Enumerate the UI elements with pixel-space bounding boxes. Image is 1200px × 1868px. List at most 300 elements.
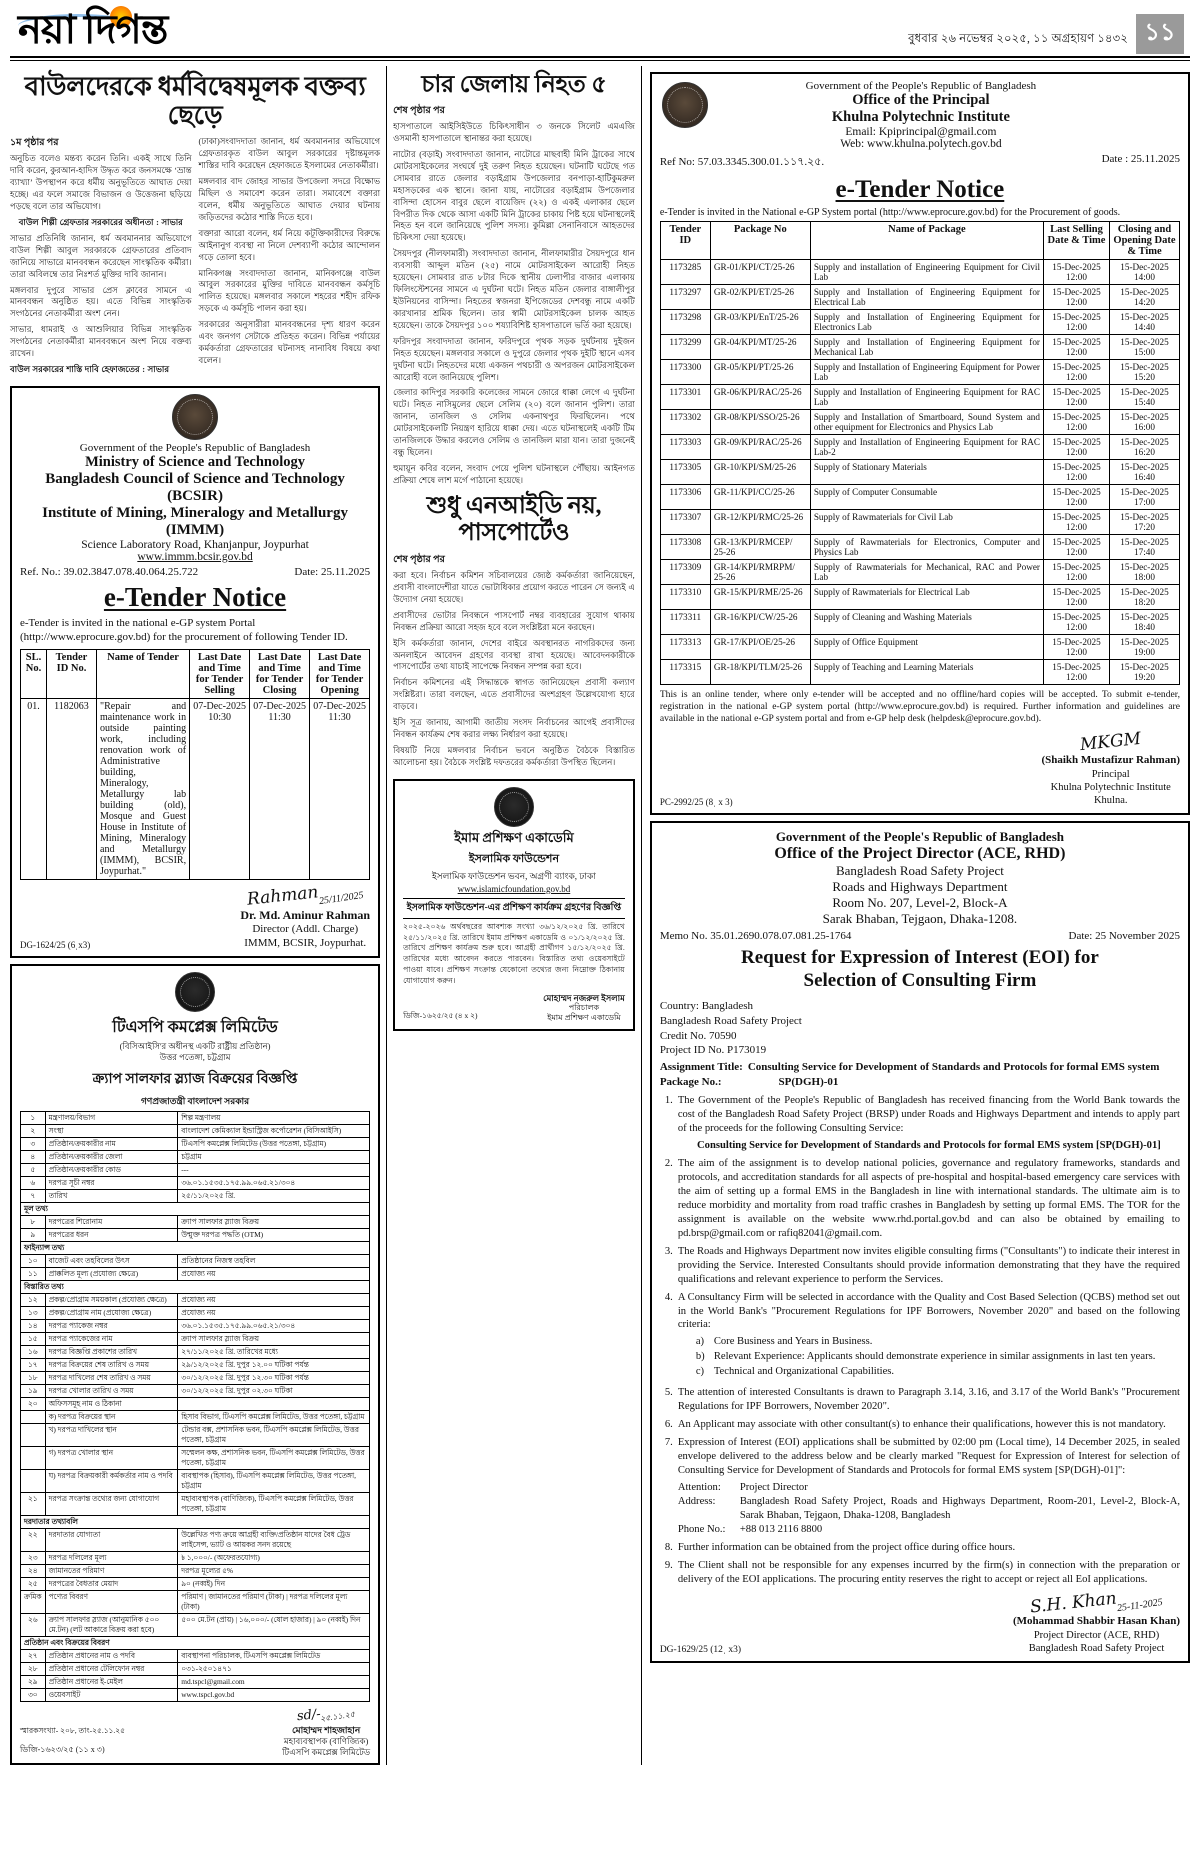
cell-label: দরপত্রের বৈধতার মেয়াদ bbox=[45, 1577, 178, 1590]
cell-value[interactable]: www.tspcl.gov.bd bbox=[178, 1688, 370, 1701]
cell-closing: 15-Dec-2025 14:20 bbox=[1110, 284, 1180, 309]
eoi-address: Sarak Bhaban, Tejgaon, Dhaka-1208. bbox=[822, 911, 1018, 927]
clause-number: 7. bbox=[664, 1437, 673, 1449]
goods-col-qty: পরিমাণ bbox=[181, 1591, 204, 1601]
cell-value: টেন্ডার বক্স, প্রশাসনিক ভবন, টিএসপি কমপ্লেক্স লিমিটেড, উত্তর পতেঙ্গা, চট্টগ্রাম bbox=[178, 1424, 370, 1447]
section-title: দরদাতার তথ্যাবলি bbox=[21, 1515, 370, 1528]
goods-col-security: জামানতের পরিমাণ (টাকা) bbox=[208, 1591, 285, 1601]
cell-no: ১৬ bbox=[21, 1346, 46, 1359]
cell-label: প্রতিষ্ঠান প্রধানের ই-মেইল bbox=[45, 1675, 178, 1688]
sub-headline: বাউল শিল্পী গ্রেফতার সরকারের অধীনতা : সাভার bbox=[18, 217, 183, 227]
cell-no: ২৫ bbox=[21, 1577, 46, 1590]
cell-closing: 15-Dec-2025 16:00 bbox=[1110, 409, 1180, 434]
eoi-assignment-value: Consulting Service for Development of Standards and Protocols for formal EMS system bbox=[747, 1061, 1160, 1074]
table-row bbox=[21, 1346, 370, 1359]
immm-signature-block bbox=[240, 881, 371, 951]
cell-label: দরপত্র খোলার তারিখ ও সময় bbox=[45, 1385, 178, 1398]
cell-label: দরপত্রের ধরন bbox=[45, 1229, 178, 1242]
cell-tender-id: 1173302 bbox=[660, 409, 710, 434]
khulna-website[interactable]: Web: www.khulna.polytech.gov.bd bbox=[840, 137, 1002, 150]
col-name: Name of Tender bbox=[97, 649, 190, 698]
cell-package-no: GR-04/KPI/MT/25-26 bbox=[710, 334, 810, 359]
col-package-name: Name of Package bbox=[810, 221, 1043, 259]
khulna-date: Date : 25.11.2025 bbox=[1101, 152, 1180, 165]
cell-label: দরপত্র প্যাকেজ নম্বর bbox=[45, 1320, 178, 1333]
khulna-signer-org2: Khulna. bbox=[1093, 795, 1128, 807]
paragraph: অনুচিত বলেও মন্তব্য করেন তিনি। একই সাথে তিনি দাবি করেন, কুরআন-হাদিস উদ্ধৃত করে জনসমক্ষে ‘ভ্রান্ত ব্যাখ্যা’ উপস্থাপন করে ধর্মীয় অনুভূতিতে আঘাত দেয়া হচ্ছে। এর ফলে সমাজে বিভাজন ও উত্তেজনা ছড়িয়ে পড়ছে বলে তার অভিযোগ। bbox=[10, 154, 192, 211]
story-mid2-col-1 bbox=[393, 570, 635, 773]
cell-package-no: GR-01/KPI/CT/25-26 bbox=[710, 259, 810, 284]
cell-closing: 15-Dec-2025 16:40 bbox=[1110, 459, 1180, 484]
page-number-badge: ১১ bbox=[1136, 14, 1184, 54]
eoi-signer-org: Bangladesh Road Safety Project bbox=[1028, 1643, 1165, 1655]
cell-no: ৯ bbox=[21, 1229, 46, 1242]
eoi-package-label: Package No.: bbox=[659, 1076, 722, 1089]
immm-signer-title: Director (Addl. Charge) bbox=[252, 922, 359, 935]
cell-value: হিসাব বিভাগ, টিএসপি কমপ্লেক্স লিমিটেড, উত্তর পতেঙ্গা, চট্টগ্রাম bbox=[178, 1411, 370, 1424]
cell-package-no: GR-10/KPI/SM/25-26 bbox=[710, 459, 810, 484]
cell-selling: 15-Dec-2025 12:00 bbox=[1044, 309, 1110, 334]
cell-value: প্রযোজ্য নয় bbox=[178, 1268, 370, 1281]
contact-label: Phone No.: bbox=[677, 1524, 726, 1536]
cell-no: ২১ bbox=[21, 1492, 46, 1515]
cell-closing: 15-Dec-2025 17:00 bbox=[1110, 484, 1180, 509]
cell-value: টিএসপি কমপ্লেক্স লিমিটেড (উত্তর পতেঙ্গা, চট্টগ্রাম) bbox=[178, 1138, 370, 1151]
clause-text: Further information can be obtained from the project office during office hours. bbox=[677, 1542, 1016, 1554]
eoi-dept: Roads and Highways Department bbox=[832, 879, 1008, 895]
immm-signer-org: IMMM, BCSIR, Joypurhat. bbox=[244, 936, 367, 949]
cell-selling: 15-Dec-2025 12:00 bbox=[1044, 584, 1110, 609]
cell-package-name: Supply of Rawmaterials for Electrical Lab bbox=[810, 584, 1043, 609]
cell-label: দরপত্র প্যাকেজের নাম bbox=[45, 1333, 178, 1346]
cell-no: ২৪ bbox=[21, 1564, 46, 1577]
clause-body bbox=[678, 1436, 1180, 1537]
signature-mark: Rahman bbox=[246, 881, 320, 910]
table-row bbox=[660, 509, 1179, 534]
eoi-credit-value: 70590 bbox=[709, 1029, 737, 1042]
cell-closing: 15-Dec-2025 15:20 bbox=[1110, 359, 1180, 384]
cell-package-no: GR-05/KPI/PT/25-26 bbox=[710, 359, 810, 384]
cell-closing: 15-Dec-2025 19:00 bbox=[1110, 634, 1180, 659]
clause-number: 8. bbox=[664, 1542, 673, 1554]
tsp-signer-org: টিএসপি কমপ্লেক্স লিমিটেড bbox=[282, 1746, 371, 1757]
cell-value: ৩৬.০১.১৫৩৫.১৭৫.৯৯.০৬৫.২১/৩০৪ bbox=[178, 1320, 370, 1333]
cell-label: দরদাতার যোগ্যতা bbox=[45, 1528, 178, 1551]
cell-package-no: GR-06/KPI/RAC/25-26 bbox=[710, 384, 810, 409]
table-row bbox=[21, 1359, 370, 1372]
cell-value: প্রতিষ্ঠানের নিজস্ব তহবিল bbox=[178, 1255, 370, 1268]
goods-col-price: দরপত্র দলিলের মূল্য (টাকা) bbox=[181, 1591, 348, 1611]
cell-selling: 07-Dec-2025 10:30 bbox=[190, 698, 250, 879]
cell-no: ৪ bbox=[21, 1151, 46, 1164]
section-title: ফাইন্যান্স তথ্য bbox=[21, 1242, 370, 1255]
paragraph: হুমায়ূন কবির বলেন, সংবাদ পেয়ে পুলিশ ঘটনাস্থলে পৌঁছায়। আইনগত প্রক্রিয়া শেষে লাশ মর্গে পাঠানো হয়েছে। bbox=[393, 463, 635, 485]
eoi-criteria-list bbox=[696, 1335, 1180, 1379]
immm-tender-advertisement bbox=[10, 386, 380, 958]
cell-security: ১৬,০০০/- (ষোল হাজার) bbox=[238, 1614, 312, 1624]
cell-no: ২৯ bbox=[21, 1675, 46, 1688]
if-body-text: ২০২৫-২০২৬ অর্থবছরের আবশ্যক সংখ্যা ৩৬/১২/২০২৫ খ্রি. তারিখে ২৫/১১/২০২৫ খ্রি. তারিখে ইমাম প্রশিক্ষণ একাডেমি ও ০১/১২/২০২৫ খ্রি. তারিখে প্রশিক্ষণ কার্যক্রম শুরু হবে। আগ্রহী প্রার্থীগণ ১৫/১২/২০২৫ খ্রি. তারিখের মধ্যে আবেদন করতে পারবেন। বিস্তারিত তথ্য ওয়েবসাইটে পাওয়া যাবে। প্রশিক্ষণ সংক্রান্ত যেকোনো তথ্যের জন্য নিম্নোক্ত ঠিকানায় যোগাযোগ করুন। bbox=[403, 921, 625, 985]
cell-no: ৭ bbox=[21, 1190, 46, 1203]
cell-qty: ৫০০ মে.টন (প্রায়) bbox=[181, 1614, 234, 1624]
cell-selling: 15-Dec-2025 12:00 bbox=[1044, 559, 1110, 584]
table-row bbox=[21, 1372, 370, 1385]
cell-no: ১৫ bbox=[21, 1333, 46, 1346]
paragraph: জেলার কাদিপুর সরকারি কলেজের সামনে জোরে ধাক্কা লেগে এ দুর্ঘটনা ঘটে। নিহত নাসিমুলের ছেলে সেলিম (২০) বলে জানান পুলিশ। তারা জানান, তানজিল ও সেলিম একনাথপুর ফিরছিলেন। পথে মোটরসাইকেলটি নিয়ন্ত্রণ হারিয়ে ধাক্কা দেয়। এতে ঘটনাস্থলেই একটি টিম তানজিলকে উদ্ধার করলেও সেলিম ও তানজিল মারা যান। তারা দুজনেই বন্ধু ছিলেন। bbox=[393, 388, 635, 458]
signature-mark: sd/- bbox=[295, 1706, 322, 1724]
table-row bbox=[660, 659, 1179, 684]
cell-label: জামানতের পরিমাণ bbox=[45, 1564, 178, 1577]
eoi-title-line-1: Request for Expression of Interest (EOI) for bbox=[741, 947, 1099, 969]
if-ad-code: ডিজি-১৬২৫/২৫ (৪ x ২) bbox=[403, 1011, 478, 1021]
cell-value: প্রযোজ্য নয় bbox=[178, 1294, 370, 1307]
cell-label: দরপত্র দাখিলের শেষ তারিখ ও সময় bbox=[45, 1372, 178, 1385]
tsp-emblem-icon bbox=[175, 972, 215, 1012]
eoi-clause bbox=[660, 1418, 1180, 1432]
criteria-item bbox=[696, 1365, 1180, 1379]
cell-no: ১৯ bbox=[21, 1385, 46, 1398]
cell-package-name: Supply and Installation of Engineering Equipment for Mechanical Lab bbox=[810, 334, 1043, 359]
criteria-letter: b) bbox=[695, 1351, 705, 1363]
cell-value: ০৩১-২৫০১৪৭১ bbox=[178, 1662, 370, 1675]
cell-label: দরপত্র বিক্রয়ের শেষ তারিখ ও সময় bbox=[45, 1359, 178, 1372]
eoi-credit-label: Credit No. bbox=[659, 1029, 707, 1042]
cell-label: দরপত্র দলিলের মূল্য bbox=[45, 1551, 178, 1564]
immm-notice-title: e-Tender Notice bbox=[103, 581, 287, 612]
section-row bbox=[21, 1636, 370, 1649]
clause-text: Expression of Interest (EOI) applications shall be submitted by 02:00 pm (Local time), 14 December 2025, in sealed envelope delivered to the address below and be clearly marked "Request for Expression of Interest for selection of Consulting Service for Development of Standards and Protocols for formal EMS system [SP(DGH)-01]": bbox=[677, 1437, 1180, 1477]
masthead-divider bbox=[10, 56, 1190, 58]
tsp-ad-code: ডিজি-১৬২৩/২৫ (১১ x ৩) bbox=[20, 1745, 105, 1755]
table-row bbox=[21, 1177, 370, 1190]
cell-label: প্রতিষ্ঠান প্রধানের নাম ও পদবি bbox=[45, 1649, 178, 1662]
clause-text: The attention of interested Consultants is drawn to Paragraph 3.14, 3.16, and 3.17 of the World Bank's "Procurement Regulations for IPF Borrowers, November 2020". bbox=[677, 1387, 1180, 1413]
cell-package-name: Supply of Cleaning and Washing Materials bbox=[810, 609, 1043, 634]
immm-ad-code: DG-1624/25 (6ˌx3) bbox=[20, 940, 91, 951]
cell-package-no: GR-09/KPI/RAC/25-26 bbox=[710, 434, 810, 459]
if-signature-block bbox=[543, 993, 625, 1024]
cell-value: দরপত্র মূল্যের ৫% bbox=[178, 1564, 370, 1577]
cell-tender-id: 1173307 bbox=[660, 509, 710, 534]
khulna-ref-no: Ref No: 57.03.3345.300.01.১১৭.২৫. bbox=[659, 155, 825, 168]
tsp-signer-name: মোহাম্মদ শাহজাহান bbox=[291, 1724, 361, 1735]
tsp-signer-title: মহাব্যবস্থাপক (বাণিজ্যিক) bbox=[283, 1736, 369, 1747]
paragraph: মঙ্গলবার দুপুরে সাভার প্রেস ক্লাবের সামনে এ মানববন্ধন অনুষ্ঠিত হয়। এতে বিভিন্ন সাংস্কৃতিক সংগঠনের নেতাকর্মীরা অংশ নেন। bbox=[10, 285, 192, 319]
immm-signer-name: Dr. Md. Aminur Rahman bbox=[240, 907, 371, 922]
khulna-table-body bbox=[660, 259, 1179, 684]
if-address: ইসলামিক ফাউন্ডেশন ভবন, অগ্রণী ব্যাংক, ঢাকা bbox=[431, 870, 596, 881]
clause-number: 2. bbox=[664, 1157, 673, 1169]
criteria-letter: a) bbox=[695, 1336, 705, 1348]
section-title: মূল তথ্য bbox=[21, 1203, 370, 1216]
khulna-ref-row bbox=[660, 153, 1180, 172]
cell-rest: ৫০০ মে.টন (প্রায়) | ১৬,০০০/- (ষোল হাজার) | ৯০ (নব্বই) দিন bbox=[178, 1613, 370, 1636]
immm-address: Science Laboratory Road, Khanjanpur, Joypurhat bbox=[81, 538, 309, 551]
cell-package-no: GR-14/KPI/RMRPM/ 25-26 bbox=[710, 559, 810, 584]
table-row bbox=[21, 1398, 370, 1411]
cell-package-no: GR-17/KPI/OE/25-26 bbox=[710, 634, 810, 659]
cell-price: ৯০ (নব্বই) দিন bbox=[316, 1614, 361, 1624]
cell-value: ৩০/১২/২০২৫ খ্রি. দুপুর ১২.৩০ ঘটিকা পর্যন্ত bbox=[178, 1372, 370, 1385]
table-row bbox=[21, 1675, 370, 1688]
cell-name: "Repair and maintenance work in outside painting work, including renovation work of Administrative building, Mineralogy, Metallurgy lab building (old), Mosque and Guest House in Institute of Mining, Mineralogy and Metallurgy (IMMM), BCSIR, Joypurhat." bbox=[97, 698, 190, 879]
cell-closing: 15-Dec-2025 18:40 bbox=[1110, 609, 1180, 634]
cell-value: উল্লেখিত পণ্য ক্রয়ে আগ্রহী ব্যক্তি/প্রতিষ্ঠান যাদের বৈধ ট্রেড লাইসেন্স, ভ্যাট ও আয়কর সনদ রয়েছে bbox=[178, 1528, 370, 1551]
eoi-country-value: Bangladesh bbox=[701, 999, 754, 1012]
cell-package-name: Supply of Rawmaterials for Electronics, Computer and Physics Lab bbox=[810, 534, 1043, 559]
if-signature-area bbox=[403, 993, 625, 1024]
cell-selling: 15-Dec-2025 12:00 bbox=[1044, 334, 1110, 359]
cell-no: ২৭ bbox=[21, 1649, 46, 1662]
cell-value: --- bbox=[178, 1164, 370, 1177]
masthead-divider-2 bbox=[10, 60, 1190, 61]
cell-no: ১ bbox=[21, 1112, 46, 1125]
cell-value: মহাব্যবস্থাপক (বাণিজ্যিক), টিএসপি কমপ্লেক্স লিমিটেড, উত্তর পতেঙ্গা, চট্টগ্রাম bbox=[178, 1492, 370, 1515]
tsp-footnote: স্মারকসংখ্যা- ২০৮, তাং-২৫.১১.২৫ bbox=[20, 1726, 126, 1736]
khulna-institute: Khulna Polytechnic Institute bbox=[831, 108, 1010, 125]
tsp-signature-block bbox=[282, 1708, 370, 1758]
contact-value: Bangladesh Road Safety Project, Roads and Highways Department, Room-201, Level-2, Block-A, Sarak Bhaban, Tejgaon, Dhaka-1208, Bangladesh bbox=[739, 1496, 1180, 1522]
clause-number: 5. bbox=[664, 1387, 673, 1399]
table-header-row bbox=[660, 221, 1179, 259]
eoi-clause-list bbox=[660, 1094, 1180, 1587]
cell-tender-id: 1173298 bbox=[660, 309, 710, 334]
col-closing: Last Date and Time for Tender Closing bbox=[250, 649, 310, 698]
cell-closing: 15-Dec-2025 16:20 bbox=[1110, 434, 1180, 459]
cell-value: প্রযোজ্য নয় bbox=[178, 1307, 370, 1320]
if-signer-title: পরিচালক bbox=[568, 1003, 600, 1013]
paragraph: বক্তারা আরো বলেন, ধর্ম নিয়ে কটূক্তিকারীদের বিরুদ্ধে আইনানুগ ব্যবস্থা না নিলে দেশব্যাপী কঠোর আন্দোলন গড়ে তোলা হবে। bbox=[198, 228, 381, 262]
clause-number: 6. bbox=[664, 1419, 673, 1431]
signature-date: 25-11-2025 bbox=[1116, 1596, 1164, 1615]
cell-package-no: GR-15/KPI/RME/25-26 bbox=[710, 584, 810, 609]
if-academy-name: ইমাম প্রশিক্ষণ একাডেমি bbox=[454, 829, 574, 845]
tsp-sub-1: (বিসিআইসি'র অধীনস্থ একটি রাষ্ট্রীয় প্রতিষ্ঠান) bbox=[119, 1041, 271, 1052]
section-row bbox=[21, 1203, 370, 1216]
if-signer-org: ইমাম প্রশিক্ষণ একাডেমি bbox=[547, 1013, 621, 1023]
cell-value: সম্মেলন কক্ষ, প্রশাসনিক ভবন, টিএসপি কমপ্লেক্স লিমিটেড, উত্তর পতেঙ্গা, চট্টগ্রাম bbox=[178, 1446, 370, 1469]
khulna-ad-code: PC-2992/25 (8ˌ x 3) bbox=[659, 797, 733, 808]
cell-tender-id: 1173309 bbox=[660, 559, 710, 584]
cell-label: প্রাক্কলিত মূল্য (প্রযোজ্য ক্ষেত্রে) bbox=[45, 1268, 178, 1281]
eoi-contact-attention bbox=[678, 1481, 1180, 1495]
khulna-signer-name: (Shaikh Mustafizur Rahman) bbox=[1041, 754, 1180, 767]
cell-label: দরপত্র বিজ্ঞপ্তি প্রকাশের তারিখ bbox=[45, 1346, 178, 1359]
tsp-company-name: টিএসপি কমপ্লেক্স লিমিটেড bbox=[112, 1019, 278, 1037]
logo-text: নয়া দিগন্ত bbox=[18, 7, 168, 52]
paragraph: ইসি সূত্র জানায়, আগামী জাতীয় সংসদ নির্বাচনের আগেই প্রবাসীদের নিবন্ধন কার্যক্রম শেষ করার লক্ষ্য নির্ধারণ করা হয়েছে। bbox=[393, 718, 635, 740]
section-row bbox=[21, 1281, 370, 1294]
eoi-contact-phone bbox=[678, 1523, 1180, 1537]
col-tender-id: Tender ID bbox=[660, 221, 710, 259]
cell-label: ক) দরপত্র বিক্রয়ের স্থান bbox=[45, 1411, 178, 1424]
table-row bbox=[660, 534, 1179, 559]
cell-tender-id: 1173311 bbox=[660, 609, 710, 634]
eoi-package-value: SP(DGH)-01 bbox=[778, 1076, 839, 1089]
newspaper-logo[interactable] bbox=[18, 7, 168, 52]
clause-highlight: Consulting Service for Development of Standards and Protocols for formal EMS system [SP(DGH)-01] bbox=[697, 1139, 1161, 1151]
cell-package-name: Supply and Installation of Engineering Equipment for Electronics Lab bbox=[810, 309, 1043, 334]
table-row bbox=[21, 1528, 370, 1551]
story-left-body bbox=[10, 136, 380, 380]
cell-closing: 15-Dec-2025 17:20 bbox=[1110, 509, 1180, 534]
signature-date: 25/11/2025 bbox=[317, 889, 364, 907]
cell-value: ব্যবস্থাপনা পরিচালক, টিএসপি কমপ্লেক্স লিমিটেড bbox=[178, 1649, 370, 1662]
cell-selling: 15-Dec-2025 12:00 bbox=[1044, 284, 1110, 309]
immm-tender-table bbox=[20, 649, 370, 880]
islamic-foundation-advertisement bbox=[393, 779, 635, 1031]
section-row bbox=[21, 1242, 370, 1255]
section-title: প্রতিষ্ঠান এবং বিক্রয়ের বিবরণ bbox=[21, 1636, 370, 1649]
goods-header-row bbox=[21, 1590, 370, 1613]
islamic-foundation-emblem-icon bbox=[494, 787, 534, 827]
table-row bbox=[21, 1229, 370, 1242]
table-row bbox=[21, 1662, 370, 1675]
khulna-signature-area bbox=[659, 728, 1180, 808]
if-website-link[interactable]: www.islamicfoundation.gov.bd bbox=[457, 883, 571, 894]
table-row bbox=[21, 1492, 370, 1515]
cell-package-no: GR-11/KPI/CC/25-26 bbox=[710, 484, 810, 509]
cell-value: ক্র্যাপ সালফার স্ল্যাজ বিক্রয় bbox=[178, 1216, 370, 1229]
cell-selling: 15-Dec-2025 12:00 bbox=[1044, 634, 1110, 659]
table-row bbox=[21, 1125, 370, 1138]
cell-tender-id: 1173299 bbox=[660, 334, 710, 359]
cell-label: প্রকল্প/প্রোগ্রাম নাম (প্রযোজ্য ক্ষেত্রে) bbox=[45, 1307, 178, 1320]
cell-value: ২৯/১২/২০২৫ খ্রি. দুপুর ১২.০০ ঘটিকা পর্যন্ত bbox=[178, 1359, 370, 1372]
cell-package-name: Supply and Installation of Engineering Equipment for RAC Lab bbox=[810, 384, 1043, 409]
table-row bbox=[660, 384, 1179, 409]
cell-selling: 15-Dec-2025 12:00 bbox=[1044, 534, 1110, 559]
table-row bbox=[21, 1268, 370, 1281]
col-closing-opening: Closing and Opening Date & Time bbox=[1110, 221, 1180, 259]
cell-closing: 15-Dec-2025 18:00 bbox=[1110, 559, 1180, 584]
cell-tender-id: 1173310 bbox=[660, 584, 710, 609]
cell-package-name: Supply and Installation of Engineering Equipment for Electrical Lab bbox=[810, 284, 1043, 309]
paragraph: মঙ্গলবার বাদ জোহর সাভার উপজেলা সদরে বিক্ষোভ মিছিল ও সমাবেশ করেন তারা। সমাবেশে বক্তারা বলেন, ধর্মীয় অনুভূতিতে আঘাত দেয়ার ঘটনায় জড়িতদের কঠোর শাস্তি দিতে হবে। bbox=[198, 177, 381, 222]
cell-selling: 15-Dec-2025 12:00 bbox=[1044, 434, 1110, 459]
clause-number: 3. bbox=[664, 1245, 673, 1257]
paragraph: (ঢাকা)সংবাদদাতা জানান, ধর্ম অবমাননার অভিযোগে গ্রেফতারকৃত বাউল আবুল সরকারের দৃষ্টান্তমূলক শাস্তির দাবি করেছেন হেফাজতে ইসলামের নেতাকর্মীরা। bbox=[198, 137, 381, 171]
table-row bbox=[660, 259, 1179, 284]
paragraph: ইসি কর্মকর্তারা জানান, দেশের বাইরে অবস্থানরত নাগরিকদের জন্য অনলাইনে আবেদন গ্রহণের ব্যবস্থা রাখা হয়েছে। আবেদনকারীকে পাসপোর্টের তথ্য যাচাই সাপেক্ষে নিবন্ধন সম্পন্ন করা হবে। bbox=[393, 638, 635, 672]
cell-closing: 15-Dec-2025 19:20 bbox=[1110, 659, 1180, 684]
cell-package-no: GR-02/KPI/ET/25-26 bbox=[710, 284, 810, 309]
cell-no bbox=[21, 1446, 46, 1469]
table-row bbox=[660, 309, 1179, 334]
eoi-project: Bangladesh Road Safety Project bbox=[835, 863, 1004, 879]
khulna-email[interactable]: Email: Kpiprincipal@gmail.com bbox=[845, 125, 997, 138]
cell-no: ২৩ bbox=[21, 1551, 46, 1564]
clause-text: The Government of the People's Republic of Bangladesh has received financing from the World Bank towards the cost of the Bangladesh Road Safety Project (BRSP) under Roads and Highways Department and intends to apply part of the proceeds for the following Consulting Service: bbox=[677, 1094, 1180, 1134]
story-mid-headline: চার জেলায় নিহত ৫ bbox=[421, 71, 607, 98]
cell-value: বাংলাদেশ কেমিক্যাল ইন্ডাস্ট্রিজ কর্পোরেশন (বিসিআইসি) bbox=[178, 1125, 370, 1138]
table-row bbox=[660, 284, 1179, 309]
cell-package-name: Supply and installation of Engineering Equipment for Civil Lab bbox=[810, 259, 1043, 284]
paragraph: সৈয়দপুর (নীলফামারী) সংবাদদাতা জানান, নীলফামারীর সৈয়দপুরে ধান ব্যবসায়ী আব্দুল মতিন (২৫) নামে মোটরসাইকেল আরোহী নিহত হয়েছেন। সোমবার রাত ৮টার দিকে স্থানীয় ঢেলাপীর বাজার এলাকায় ফিলিংস্টেশনের সামনে এ দুর্ঘটনা ঘটে। নিহত মতিন জেলার বাঙ্গালীপুর ইউনিয়নের বাসিন্দা। নিহতের স্বজনরা ইপিজেডের দেশবন্ধু নামে একটি কারখানার শ্রমিক ছিলেন। তার স্বামী মোটরসাইকেল চালক আহত হয়েছেন। তাকে সৈয়দপুর ১০০ শয্যাবিশিষ্ট হাসপাতালে ভর্তি করা হয়েছে। bbox=[393, 249, 635, 330]
paragraph: করা হবে। নির্বাচন কমিশন সচিবালয়ের জ্যেষ্ঠ কর্মকর্তারা জানিয়েছেন, প্রবাসী বাংলাদেশীরা যাতে ভোটাধিকার প্রয়োগ করতে পারেন সে জন্যই এ উদ্যোগ নেয়া হয়েছে। bbox=[393, 571, 635, 604]
eoi-package-row bbox=[660, 1075, 1180, 1090]
eoi-projectid-value: P173019 bbox=[727, 1044, 767, 1057]
cell-package-name: Supply and Installation of Engineering Equipment for Power Lab bbox=[810, 359, 1043, 384]
cell-selling: 15-Dec-2025 12:00 bbox=[1044, 259, 1110, 284]
contact-value[interactable]: +88 013 2116 8800 bbox=[739, 1524, 823, 1536]
eoi-signer-name: (Mohammad Shabbir Hasan Khan) bbox=[1013, 1615, 1180, 1628]
immm-website-link[interactable]: www.immm.bcsir.gov.bd bbox=[137, 550, 253, 563]
eoi-country-label: Country: bbox=[659, 999, 699, 1012]
cell-label: প্রতিষ্ঠান/ক্রয়কারীর জেলা bbox=[45, 1151, 178, 1164]
table-row bbox=[21, 1564, 370, 1577]
criteria-text: Core Business and Years in Business. bbox=[713, 1336, 873, 1348]
cell-no: ১১ bbox=[21, 1268, 46, 1281]
table-row bbox=[21, 1385, 370, 1398]
cell-package-no: GR-08/KPI/SSO/25-26 bbox=[710, 409, 810, 434]
cell-value[interactable]: md.tspcl@gmail.com bbox=[178, 1675, 370, 1688]
contact-label: Attention: bbox=[677, 1482, 721, 1494]
khulna-intro-text: e-Tender is invited in the National e-GP System portal (http://www.eprocure.gov.bd) for the Procurement of goods. bbox=[659, 206, 1121, 218]
tsp-complex-advertisement bbox=[10, 964, 380, 1765]
cell-selling: 15-Dec-2025 12:00 bbox=[1044, 384, 1110, 409]
eoi-clause bbox=[660, 1157, 1180, 1241]
immm-institute: Institute of Mining, Mineralogy and Metallurgy (IMMM) bbox=[42, 504, 348, 538]
cell-package-name: Supply of Computer Consumable bbox=[810, 484, 1043, 509]
cell-no: ১৪ bbox=[21, 1320, 46, 1333]
khulna-notice-title: e-Tender Notice bbox=[835, 175, 1005, 203]
col-tender-id: Tender ID No. bbox=[47, 649, 97, 698]
cell-no: ১০ bbox=[21, 1255, 46, 1268]
contact-label: Address: bbox=[677, 1496, 716, 1508]
cell-opening: 07-Dec-2025 11:30 bbox=[310, 698, 370, 879]
cell-no: ১৭ bbox=[21, 1359, 46, 1372]
table-row bbox=[660, 584, 1179, 609]
eoi-clause bbox=[660, 1559, 1180, 1587]
criteria-text: Relevant Experience: Applicants should demonstrate experience in similar assignments in last ten years. bbox=[713, 1351, 1156, 1363]
cell-no bbox=[21, 1411, 46, 1424]
table-header-row bbox=[21, 649, 370, 698]
cell-value: ৳ ১,০০০/- (অফেরতযোগ্য) bbox=[178, 1551, 370, 1564]
khulna-tender-advertisement bbox=[650, 72, 1190, 816]
table-row bbox=[21, 1577, 370, 1590]
immm-ref-row bbox=[20, 566, 370, 578]
immm-council: Bangladesh Council of Science and Technology (BCSIR) bbox=[45, 470, 345, 504]
cell-tender-id: 1173308 bbox=[660, 534, 710, 559]
cell-value bbox=[178, 1398, 370, 1411]
jump-note: ১ম পৃষ্ঠার পর bbox=[10, 138, 59, 149]
table-row bbox=[21, 1320, 370, 1333]
cell-value: ২৫/১১/২০২৫ খ্রি. bbox=[178, 1190, 370, 1203]
cell-no: ৩ bbox=[21, 1138, 46, 1151]
cell-tender-id: 1173297 bbox=[660, 284, 710, 309]
right-column bbox=[641, 66, 1190, 1766]
criteria-item bbox=[696, 1335, 1180, 1349]
cell-selling: 15-Dec-2025 12:00 bbox=[1044, 459, 1110, 484]
goods-row bbox=[21, 1613, 370, 1636]
khulna-signer-title: Principal bbox=[1091, 768, 1130, 780]
eoi-clause bbox=[660, 1436, 1180, 1537]
cell-package-no: GR-03/KPI/EnT/25-26 bbox=[710, 309, 810, 334]
clause-number: 9. bbox=[664, 1560, 673, 1571]
cell-no bbox=[21, 1469, 46, 1492]
eoi-contact-address bbox=[678, 1495, 1180, 1523]
col-sl: SL. No. bbox=[21, 649, 47, 698]
cell-tender-id: 1173306 bbox=[660, 484, 710, 509]
section-row bbox=[21, 1515, 370, 1528]
cell-label: প্রতিষ্ঠান/ক্রয়কারীর নাম bbox=[45, 1138, 178, 1151]
eoi-clause bbox=[660, 1386, 1180, 1414]
tsp-notice-heading: ক্র্যাপ সালফার স্ল্যাজ বিক্রয়ের বিজ্ঞপ্তি bbox=[92, 1072, 298, 1088]
cell-package-no: GR-13/KPI/RMCEP/ 25-26 bbox=[710, 534, 810, 559]
table-row bbox=[21, 1411, 370, 1424]
government-emblem-icon bbox=[662, 82, 708, 128]
